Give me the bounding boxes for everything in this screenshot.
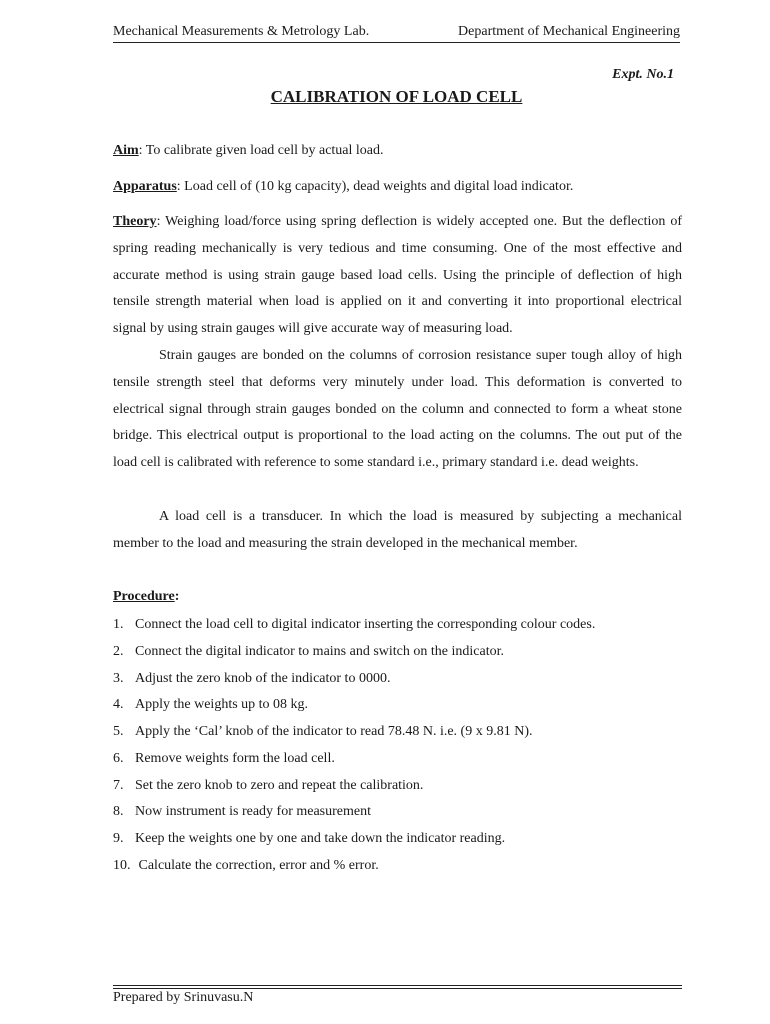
step-text: Keep the weights one by one and take down the indicator reading. xyxy=(135,831,506,846)
procedure-heading xyxy=(113,589,179,605)
step-text: Adjust the zero knob of the indicator to 0000. xyxy=(135,670,391,686)
step-text: Apply the weights up to 08 kg. xyxy=(135,697,309,713)
theory-paragraph xyxy=(113,209,682,343)
step-number: 9. xyxy=(113,831,124,846)
procedure-step xyxy=(113,830,682,857)
step-number: 8. xyxy=(113,804,124,820)
apparatus-label: Apparatus xyxy=(113,179,177,194)
step-text: Calculate the correction, error and % error. xyxy=(135,857,379,873)
procedure-step xyxy=(113,643,682,670)
step-number: 3. xyxy=(113,670,124,686)
step-text: Now instrument is ready for measurement xyxy=(135,804,371,820)
step-number: 4. xyxy=(113,697,124,713)
footer-rule xyxy=(113,985,682,986)
step-text: Set the zero knob to zero and repeat the calibration. xyxy=(135,777,424,793)
page-title xyxy=(113,87,680,107)
procedure-step xyxy=(113,857,682,884)
step-number: 7. xyxy=(113,777,124,793)
aim-paragraph xyxy=(113,143,682,159)
title-text: CALIBRATION OF LOAD CELL xyxy=(270,87,523,106)
footer-rule xyxy=(113,988,682,989)
procedure-steps xyxy=(113,616,682,884)
apparatus-text: : Load cell of (10 kg capacity), dead weights and digital load indicator. xyxy=(176,179,574,194)
procedure-label: Procedure xyxy=(113,589,175,604)
theory-paragraph-2: Strain gauges are bonded on the columns of corrosion resistance super tough alloy of high tensile strength steel that deforms very minutely under load. This deformation is converted to electrical signal through strain gauges bonded on the column and connected to form a wheat stone bridge. This electrical output is proportional to the load acting on the columns. The out put of the load cell is calibrated with reference to some standard i.e., primary standard i.e. dead weights. xyxy=(113,348,682,471)
step-text: Remove weights form the load cell. xyxy=(135,750,335,766)
theory-paragraph-3: A load cell is a transducer. In which the load is measured by subjecting a mechanical member to the load and measuring the strain developed in the mechanical member. xyxy=(113,509,682,551)
step-number: 2. xyxy=(113,643,124,659)
step-number: 10. xyxy=(113,857,131,873)
theory-label: Theory xyxy=(113,214,157,229)
theory-text: : Weighing load/force using spring deflection is widely accepted one. But the deflection of spring reading mechanically is very tedious and time consuming. One of the most effective and accurate method is using strain gauge based load cells. Using the principle of deflection of high tensile strength material when load is applied on it and converting it into proportional electrical signal by using strain gauges will give accurate way of measuring load. xyxy=(113,214,682,337)
procedure-step xyxy=(113,803,682,830)
step-text: Connect the digital indicator to mains and switch on the indicator. xyxy=(135,643,504,659)
header-department: Department of Mechanical Engineering xyxy=(458,24,680,39)
footer-author: Prepared by Srinuvasu.N xyxy=(113,990,254,1005)
procedure-step xyxy=(113,670,682,697)
aim-text: : To calibrate given load cell by actual load. xyxy=(138,143,384,158)
procedure-step xyxy=(113,696,682,723)
aim-label: Aim xyxy=(113,143,139,158)
header-lab-name: Mechanical Measurements & Metrology Lab. xyxy=(113,24,370,39)
apparatus-paragraph xyxy=(113,179,682,195)
step-number: 6. xyxy=(113,750,124,766)
procedure-step xyxy=(113,723,682,750)
step-text: Apply the ‘Cal’ knob of the indicator to read 78.48 N. i.e. (9 x 9.81 N). xyxy=(135,724,533,739)
step-number: 1. xyxy=(113,617,124,632)
step-number: 5. xyxy=(113,724,124,739)
procedure-step xyxy=(113,777,682,804)
procedure-colon: : xyxy=(174,589,180,604)
header-rule xyxy=(113,42,680,43)
step-text: Connect the load cell to digital indicator inserting the corresponding colour codes. xyxy=(135,617,596,632)
page-header xyxy=(113,24,680,44)
procedure-step xyxy=(113,616,682,643)
procedure-step xyxy=(113,750,682,777)
experiment-number: Expt. No.1 xyxy=(612,67,674,82)
